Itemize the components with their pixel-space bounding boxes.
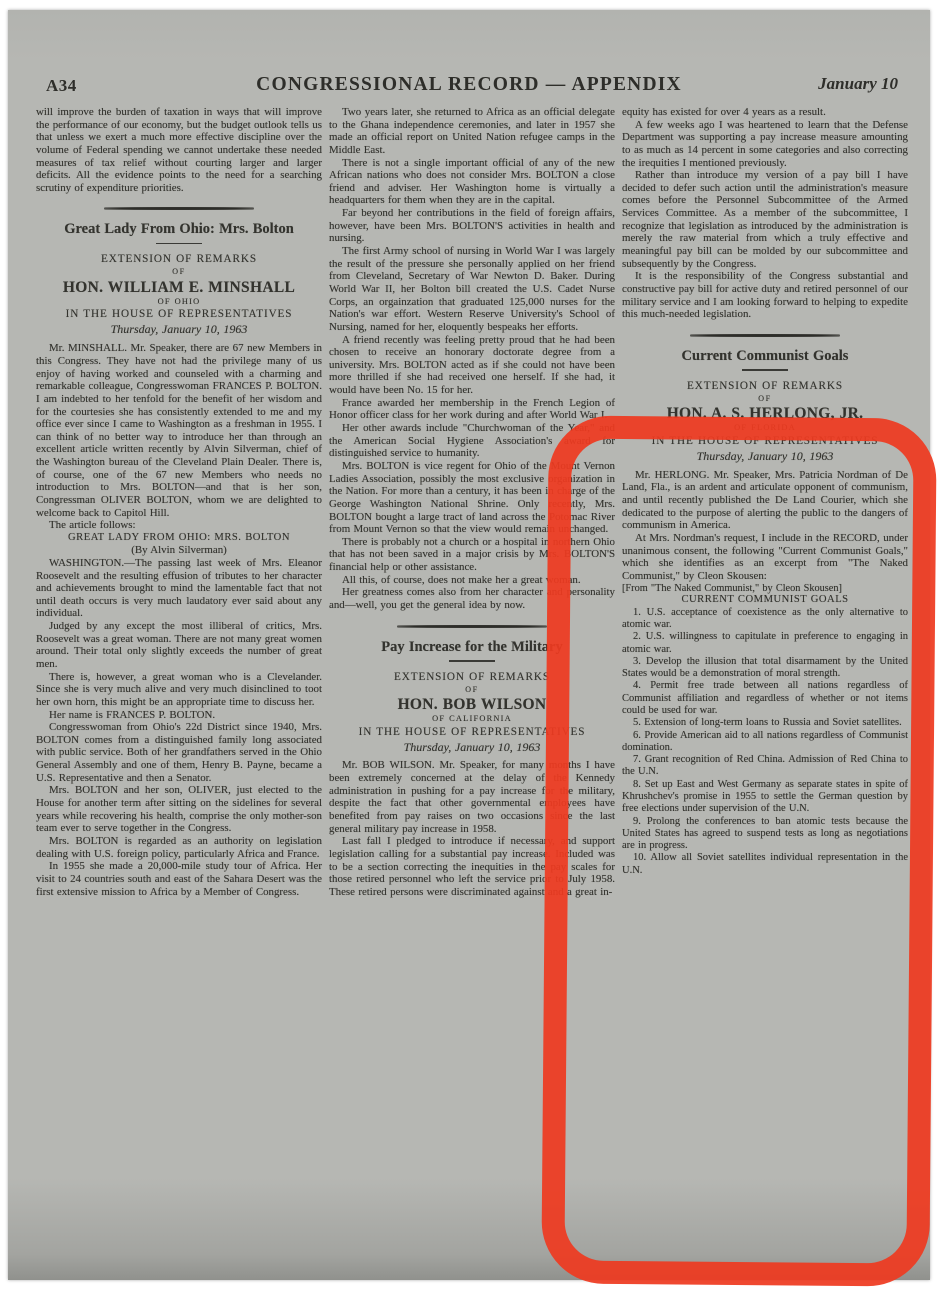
speaker-name: HON. WILLIAM E. MINSHALL	[62, 278, 296, 296]
paragraph: The first Army school of nursing in World War I was largely the result of the pressure she personally applied on her friend from Cleveland, Secretary of War Newton D. Baker. During World War II, her Bolton bill created the U.S. Cadet Nurse Corps, an orgainzation that graduated 125,000 nurses for the Nation's war effort. Western Reserve University's School of Nursing, named for her, eloquently bespeaks her efforts.	[329, 245, 615, 333]
scanned-page	[8, 10, 930, 1280]
paragraph: Her greatness comes also from her character and personality and—well, you get the general idea by now.	[329, 586, 615, 611]
extension-line: IN THE HOUSE OF REPRESENTATIVES	[651, 434, 879, 447]
of-line: OF	[758, 393, 772, 403]
page-title: CONGRESSIONAL RECORD — APPENDIX	[256, 74, 682, 95]
of-line: OF	[465, 684, 479, 694]
paragraph: A few weeks ago I was heartened to learn that the Defense Department was supporting a pay increase measure amounting to as much as 14 percent in some categories and also correcting the irequities I mentioned previously.	[622, 118, 908, 169]
column-left	[36, 106, 322, 899]
date-line: Thursday, January 10, 1963	[110, 322, 248, 337]
paragraph: At Mrs. Nordman's request, I include in the RECORD, under unanimous consent, the following "Current Communist Goals," which she identifies as an excerpt from "The Naked Communist," by Cleon Skousen:	[622, 531, 908, 582]
date-line: Thursday, January 10, 1963	[696, 448, 834, 463]
source-citation: [From "The Naked Communist," by Cleon Skousen]	[622, 582, 842, 594]
column-right	[622, 106, 908, 899]
state-line: OF OHIO	[157, 296, 201, 306]
communist-goal-item: 10. Allow all Soviet satellites individual representation in the U.N.	[622, 852, 908, 876]
extension-line: EXTENSION OF REMARKS	[394, 670, 550, 683]
paragraph: The article follows:	[49, 519, 136, 532]
paragraph: Far beyond her contributions in the field of foreign affairs, however, have been Mrs. BOLTON'S activities in health and nursing.	[329, 207, 615, 245]
column-container	[36, 106, 908, 899]
paragraph: Mrs. BOLTON is vice regent for Ohio of the Mount Vernon Ladies Association, possibly the most exclusive organization in the Nation. For more than a century, it has been in charge of the George Washington National Shrine. Only recently, Mrs. BOLTON bought a large tract of land across the Potomac River from Mount Vernon so that the view would remain unchanged.	[329, 459, 615, 536]
of-line: OF	[172, 267, 186, 277]
paragraph: It is the responsibility of the Congress substantial and constructive pay bill for active duty and retired personnel of our military service and I am looking forward to helping to expedite this much-needed legislation.	[622, 270, 908, 321]
page-header	[38, 72, 900, 104]
byline: (By Alvin Silverman)	[131, 544, 227, 557]
speaker-name: HON. A. S. HERLONG, JR.	[666, 405, 864, 423]
page-number: A34	[46, 76, 77, 95]
paragraph: Congresswoman from Ohio's 22d District since 1940, Mrs. BOLTON comes from a distinguished family long associated with public service. Both of her grandfathers served in the Ohio General Assembly and one of them, Henry B. Payne, became a U.S. Representative and then a Senator.	[36, 721, 322, 784]
title-divider	[449, 660, 495, 662]
title-divider	[742, 369, 788, 371]
column-middle	[329, 106, 615, 899]
section-divider	[104, 207, 254, 210]
paragraph: Her name is FRANCES P. BOLTON.	[49, 708, 216, 721]
paragraph-continued: will improve the burden of taxation in ways that will improve the performance of our economy, but the budget outlook tells us that unless we exert a much more effective discipline over the volume of Federal spending we cannot undertake these needed measures of tax relief without courting larger and larger deficits. All the evidence points to the need for a searching scrutiny of expenditure priorities.	[36, 106, 322, 194]
communist-goal-item: 7. Grant recognition of Red China. Admission of Red China to the U.N.	[622, 754, 908, 778]
paragraph: Judged by any except the most illiberal of critics, Mrs. Roosevelt was a great woman. There are not many great women around. Their total only slightly exceeds the number of great men.	[36, 620, 322, 670]
article-title: Current Communist Goals	[681, 347, 849, 364]
extension-line: EXTENSION OF REMARKS	[687, 379, 843, 392]
communist-goal-item: 3. Develop the illusion that total disarmament by the United States would be a demonstration of moral strength.	[622, 655, 908, 680]
communist-goal-item: 2. U.S. willingness to capitulate in preference to engaging in atomic war.	[622, 631, 908, 655]
extension-line: IN THE HOUSE OF REPRESENTATIVES	[358, 725, 586, 738]
page-date: January 10	[818, 74, 898, 93]
paragraph: In 1955 she made a 20,000-mile study tour of Africa. Her visit to 24 countries south and east of the Sahara Desert was the first extensive mission to Africa by a Member of Congress.	[36, 860, 322, 898]
article-subtitle: CURRENT COMMUNIST GOALS	[681, 594, 849, 606]
paragraph: Mrs. BOLTON is regarded as an authority on legislation dealing with U.S. foreign policy, particularly Africa and France.	[36, 834, 322, 860]
communist-goal-item: 9. Prolong the conferences to ban atomic tests because the United States has agreed to suspend tests as long as negotiations are in progress.	[622, 815, 908, 852]
paragraph: Last fall I pledged to introduce if necessary, and support legislation calling for a substantial pay increase. Included was to be a section correcting the inequities in the pay scales for those retired personnel who left the service prior to July 1958. These retired persons were discriminated against and a great in-	[329, 835, 615, 898]
communist-goal-item: 4. Permit free trade between all nations regardless of Communist affiliation and regardless of whether or not items could be used for war.	[622, 680, 908, 716]
article-subtitle: GREAT LADY FROM OHIO: MRS. BOLTON	[68, 531, 290, 543]
communist-goal-item: 8. Set up East and West Germany as separate states in spite of Khrushchev's promise in 1955 to settle the German question by free elections under supervision of the U.N.	[622, 778, 908, 815]
paragraph: France awarded her membership in the French Legion of Honor officer class for her work during and after World War I.	[329, 396, 615, 422]
paragraph: Her other awards include "Churchwoman of the Year," and the American Social Hygiene Association's award for distinguished service to humanity.	[329, 422, 615, 460]
paragraph: There is probably not a church or a hospital in northern Ohio that has not been saved in a major crisis by Mrs. BOLTON'S financial help or other assistance.	[329, 535, 615, 574]
paragraph: There is, however, a great woman who is a Clevelander. Since she is very much alive and very much disinclined to toot her own horn, this might be an appropriate time to discuss her.	[36, 670, 322, 708]
paragraph: There is not a single important official of any of the new African nations who does not consider Mrs. BOLTON a close friend and adviser. Her Washington home is virtually a headquarters for them when they are in the capital.	[329, 156, 615, 207]
extension-line: IN THE HOUSE OF REPRESENTATIVES	[65, 308, 293, 321]
date-line: Thursday, January 10, 1963	[403, 739, 541, 754]
extension-line: EXTENSION OF REMARKS	[101, 253, 257, 266]
title-divider	[156, 243, 202, 245]
paragraph: Two years later, she returned to Africa as an official delegate to the Ghana independence ceremonies, and later in 1957 she made an official report on United Nation refugee camps in the Middle East.	[329, 106, 615, 156]
state-line: OF CALIFORNIA	[432, 713, 512, 723]
communist-goal-item: 1. U.S. acceptance of coexistence as the only alternative to atomic war.	[622, 606, 908, 630]
state-line: OF FLORIDA	[734, 423, 796, 433]
communist-goal-item: 6. Provide American aid to all nations regardless of Communist domination.	[622, 729, 908, 753]
section-divider	[397, 625, 547, 628]
paragraph: A friend recently was feeling pretty proud that he had been chosen to receive an honorary doctorate degree from a university. Mrs. BOLTON acted as if she could not have been more thrilled if she had received one herself. If she had, it would have been No. 15 for her.	[329, 333, 615, 397]
article-title: Pay Increase for the Military	[381, 638, 563, 655]
paragraph: Mr. BOB WILSON. Mr. Speaker, for many months I have been extremely concerned at the delay of the Kennedy administration in pushing for a pay increase for the military, despite the fact that other governmental employees have benefited from pay raises on two occasions since the last general military pay increase in 1958.	[329, 759, 615, 835]
section-divider	[690, 334, 840, 337]
paragraph: WASHINGTON.—The passing last week of Mrs. Eleanor Roosevelt and the resulting effusion of tributes to her character and achievements brought to mind the lamentable fact that not until death occurs is very much laudatory ever said about any individual.	[36, 556, 322, 620]
article-title: Great Lady From Ohio: Mrs. Bolton	[64, 221, 294, 238]
communist-goal-item: 5. Extension of long-term loans to Russia and Soviet satellites.	[633, 717, 902, 729]
paragraph: Mr. HERLONG. Mr. Speaker, Mrs. Patricia Nordman of De Land, Fla., is an ardent and articulate opponent of communism, and until recently published the De Land Courier, which she dedicated to the purpose of alerting the public to the dangers of communism in America.	[622, 468, 908, 532]
paragraph: Rather than introduce my version of a pay bill I have decided to defer such action until the administration's measure comes before the Personnel Subcommittee of the Armed Services Committee. As a member of the subcommittee, I recognize that legislation as introduced by the administration is merely the raw material from which a truly effective and meaningful pay bill can be molded by our subcommittee and subsequently by the Congress.	[622, 169, 908, 270]
paragraph: Mr. MINSHALL. Mr. Speaker, there are 67 new Members in this Congress. They have not had the privilege many of us enjoy of having worked and counseled with a charming and remarkable colleague, Congresswoman FRANCES P. BOLTON. I am indebted to her tenfold for the benefit of her wisdom and for the courtesies she has consistently extended to me and my office ever since I came to Washington as a freshman in 1955. I can think of no better way to introduce her than through an excellent article written recently by Alvin Silverman, chief of the Washington bureau of the Cleveland Plain Dealer. There is, of course, one of the 67 new Members who needs no introduction to Mrs. BOLTON—and that is her son, Congressman OLIVER BOLTON, whom we are delighted to welcome back to Capitol Hill.	[36, 342, 322, 519]
paragraph-continued: equity has existed for over 4 years as a result.	[622, 106, 826, 118]
speaker-name: HON. BOB WILSON	[397, 695, 547, 713]
paragraph: All this, of course, does not make her a great woman.	[342, 573, 581, 586]
paragraph: Mrs. BOLTON and her son, OLIVER, just elected to the House for another term after sitting on the sidelines for several years while recovering his health, comprise the only mother-son team ever to serve together in the Congress.	[36, 784, 322, 835]
